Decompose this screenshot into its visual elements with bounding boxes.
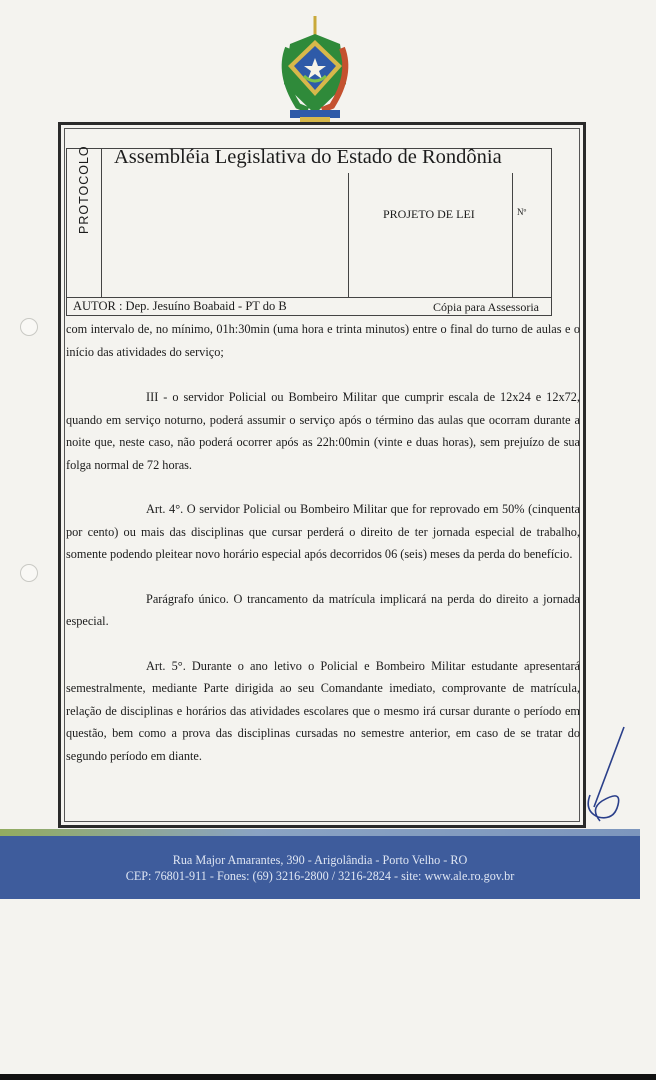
handwritten-signature-icon — [580, 725, 630, 825]
copy-note: Cópia para Assessoria — [433, 300, 539, 314]
protocol-label: PROTOCOLO — [77, 145, 91, 234]
header-divider — [348, 173, 349, 298]
project-label: PROJETO DE LEI — [383, 207, 475, 221]
header-box — [66, 145, 552, 298]
footer-bar — [0, 836, 640, 899]
header-divider — [512, 173, 513, 298]
author-label: AUTOR : Dep. Jesuíno Boabaid - PT do B — [73, 299, 287, 313]
punch-hole — [20, 318, 38, 336]
scan-edge — [0, 1074, 656, 1080]
footer-address: Rua Major Amarantes, 390 - Arigolândia - Porto Velho - RO — [172, 853, 468, 867]
punch-hole — [20, 564, 38, 582]
item-iii-paragraph: III - o servidor Policial ou Bombeiro Militar que cumprir escala de 12x24 e 12x72, quando em serviço noturno, poderá assumir o serviço após o término das aulas que ocorram durante a noite que, neste caso, não poderá ocorrer após as 22h:00min (vinte e duas horas), sem prejuízo de sua folga normal de 72 horas. — [66, 390, 580, 472]
footer-contact: CEP: 76801-911 - Fones: (69) 3216-2800 / 3216-2824 - site: www.ale.ro.gov.br — [125, 869, 515, 883]
institution-title: Assembléia Legislativa do Estado de Rondônia — [114, 146, 502, 168]
author-row — [66, 298, 552, 316]
article-5-paragraph: Art. 5°. Durante o ano letivo o Policial e Bombeiro Militar estudante apresentará semestralmente, mediante Parte dirigida ao seu Comandante imediato, comprovante de matrícula, relação de disciplinas e horários das atividades escolares que o mesmo irá cursar durante o período em questão, bem como a prova das disciplinas cursadas no semestre anterior, em caso de se tratar do segundo período em diante. — [66, 658, 580, 763]
footer-accent-strip — [0, 829, 640, 836]
continuation-paragraph: com intervalo de, no mínimo, 01h:30min (uma hora e trinta minutos) entre o final do turno de aulas e o início das atividades do serviço; — [66, 322, 580, 359]
single-paragraph: Parágrafo único. O trancamento da matrícula implicará na perda do direito a jornada especial. — [66, 591, 580, 628]
state-coat-of-arms-icon — [268, 14, 362, 126]
article-4-paragraph: Art. 4°. O servidor Policial ou Bombeiro Militar que for reprovado em 50% (cinquenta por cento) ou mais das disciplinas que cursar perderá o direito de ter jornada especial de trabalho, somente podendo pleitear novo horário especial após decorridos 06 (seis) meses da perda do benefício. — [66, 502, 580, 561]
number-label: Nº — [517, 207, 527, 217]
document-body — [66, 318, 580, 767]
